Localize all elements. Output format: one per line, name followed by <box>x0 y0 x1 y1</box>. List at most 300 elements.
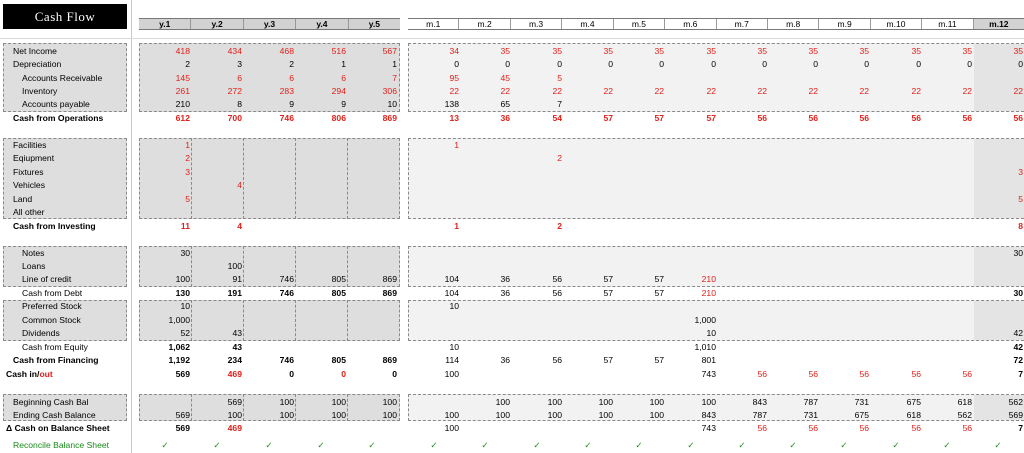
month-cell[interactable]: 0 <box>967 59 972 69</box>
month-header-2: m.2 <box>458 19 509 29</box>
row-label <box>13 152 54 166</box>
month-header-7: m.7 <box>716 19 767 29</box>
month-cell[interactable]: ✓ <box>943 440 951 450</box>
cashflow-row <box>0 220 1024 234</box>
month-cell[interactable]: 35 <box>757 46 767 56</box>
year-cell[interactable]: 612 <box>175 113 190 123</box>
month-cell[interactable]: 57 <box>654 355 664 365</box>
row-label-text: Cash from Debt <box>22 288 83 298</box>
year-cell[interactable]: 43 <box>232 342 242 352</box>
year-cell[interactable]: 516 <box>331 46 346 56</box>
month-cell[interactable]: 56 <box>962 369 972 379</box>
month-cell[interactable]: 8 <box>1018 221 1023 231</box>
month-cell[interactable]: 56 <box>911 423 921 433</box>
cashflow-row <box>0 396 1024 410</box>
year-cell[interactable]: 0 <box>341 369 346 379</box>
cashflow-row <box>0 409 1024 423</box>
month-cell[interactable]: 35 <box>808 46 818 56</box>
month-cell[interactable]: 13 <box>449 113 459 123</box>
month-cell[interactable]: 35 <box>911 46 921 56</box>
month-cell[interactable]: 22 <box>552 86 562 96</box>
row-label-text: Eqiupment <box>13 153 55 163</box>
month-cell[interactable]: 95 <box>449 73 459 83</box>
month-cell[interactable]: 42 <box>1013 328 1023 338</box>
year-cell[interactable]: 805 <box>331 288 346 298</box>
month-cell[interactable]: 100 <box>598 410 613 420</box>
row-label-text: Line of credit <box>22 274 72 284</box>
row-label-text: Accounts Receivable <box>22 73 103 83</box>
cashflow-row <box>0 422 1024 436</box>
year-cell[interactable]: 746 <box>279 113 294 123</box>
year-cell[interactable]: 6 <box>341 73 346 83</box>
month-cell[interactable]: 36 <box>500 355 510 365</box>
year-cell[interactable]: 746 <box>279 274 294 284</box>
cashflow-row <box>0 247 1024 261</box>
month-cell[interactable]: 618 <box>957 397 972 407</box>
year-cell[interactable]: 1 <box>341 59 346 69</box>
month-cell[interactable]: 100 <box>547 410 562 420</box>
year-cell[interactable]: 100 <box>227 261 242 271</box>
month-cell[interactable]: 100 <box>547 397 562 407</box>
year-cell[interactable]: 130 <box>175 288 190 298</box>
month-cell[interactable]: 72 <box>1013 355 1023 365</box>
month-cell[interactable]: 0 <box>454 59 459 69</box>
header-divider <box>0 38 1024 39</box>
year-cell[interactable]: 1,192 <box>168 355 190 365</box>
year-cell[interactable]: 4 <box>237 221 242 231</box>
year-cell[interactable]: 5 <box>185 194 190 204</box>
month-cell[interactable]: 57 <box>603 274 613 284</box>
month-cell[interactable]: ✓ <box>481 440 489 450</box>
row-label-text: Loans <box>22 261 46 271</box>
row-label-text: Inventory <box>22 86 58 96</box>
month-cell[interactable]: 0 <box>813 59 818 69</box>
month-header-11: m.11 <box>921 19 972 29</box>
year-cell[interactable]: 306 <box>382 86 397 96</box>
month-cell[interactable]: 35 <box>552 46 562 56</box>
month-cell[interactable]: 100 <box>444 423 459 433</box>
month-cell[interactable]: 56 <box>808 369 818 379</box>
year-cell[interactable]: 261 <box>175 86 190 96</box>
month-cell[interactable]: 0 <box>762 59 767 69</box>
year-cell[interactable]: 30 <box>180 248 190 258</box>
year-cell[interactable]: 569 <box>175 423 190 433</box>
month-cell[interactable]: ✓ <box>994 440 1002 450</box>
row-label <box>13 179 45 193</box>
row-label <box>13 112 103 126</box>
month-header-row <box>408 18 1024 30</box>
cashflow-row <box>0 85 1024 99</box>
year-cell[interactable]: 145 <box>175 73 190 83</box>
month-cell[interactable]: 56 <box>552 288 562 298</box>
cashflow-row <box>0 260 1024 274</box>
month-cell[interactable]: 100 <box>444 410 459 420</box>
year-cell[interactable]: 569 <box>175 369 190 379</box>
cashflow-row <box>0 193 1024 207</box>
month-cell[interactable]: 56 <box>962 113 972 123</box>
month-cell[interactable]: 22 <box>859 86 869 96</box>
month-cell[interactable]: 56 <box>808 113 818 123</box>
month-header-1: m.1 <box>426 19 441 29</box>
year-cell[interactable]: 567 <box>382 46 397 56</box>
cashflow-row <box>0 98 1024 112</box>
year-header-3: y.3 <box>243 19 295 29</box>
year-cell[interactable]: 191 <box>227 288 242 298</box>
month-cell[interactable]: 100 <box>495 410 510 420</box>
cashflow-row <box>0 45 1024 59</box>
month-cell[interactable]: ✓ <box>635 440 643 450</box>
year-cell[interactable]: 100 <box>175 274 190 284</box>
row-label <box>22 287 82 301</box>
month-cell[interactable]: ✓ <box>584 440 592 450</box>
year-cell[interactable]: 1,000 <box>168 315 190 325</box>
month-cell[interactable]: ✓ <box>687 440 695 450</box>
year-cell[interactable]: 746 <box>279 355 294 365</box>
year-cell[interactable]: 869 <box>382 288 397 298</box>
year-cell[interactable]: 6 <box>289 73 294 83</box>
row-label <box>13 45 57 59</box>
cashflow-row <box>0 112 1024 126</box>
month-cell[interactable]: 618 <box>906 410 921 420</box>
year-header-4: y.4 <box>295 19 347 29</box>
row-label <box>22 341 88 355</box>
year-cell[interactable]: 210 <box>175 99 190 109</box>
row-label-suffix: out <box>39 369 53 379</box>
month-cell[interactable]: ✓ <box>738 440 746 450</box>
month-cell[interactable]: 56 <box>859 369 869 379</box>
month-cell[interactable]: 562 <box>1008 397 1023 407</box>
month-header-5: m.5 <box>613 19 664 29</box>
month-cell[interactable]: ✓ <box>430 440 438 450</box>
month-cell[interactable]: 1 <box>454 140 459 150</box>
month-cell[interactable]: 22 <box>808 86 818 96</box>
row-label-text: Fixtures <box>13 167 44 177</box>
month-cell[interactable]: 731 <box>854 397 869 407</box>
month-cell[interactable]: 35 <box>859 46 869 56</box>
cashflow-row <box>0 327 1024 341</box>
month-cell[interactable]: 34 <box>449 46 459 56</box>
month-cell[interactable]: 104 <box>444 288 459 298</box>
cashflow-row <box>0 139 1024 153</box>
year-cell[interactable]: ✓ <box>213 440 221 450</box>
year-cell[interactable]: 7 <box>392 73 397 83</box>
year-cell[interactable]: 9 <box>341 99 346 109</box>
year-cell[interactable]: ✓ <box>317 440 325 450</box>
row-label-text: Reconcile Balance Sheet <box>13 440 110 450</box>
month-cell[interactable]: 30 <box>1013 288 1023 298</box>
month-cell[interactable]: 0 <box>864 59 869 69</box>
month-cell[interactable]: 35 <box>500 46 510 56</box>
year-cell[interactable]: 2 <box>185 153 190 163</box>
month-cell[interactable]: 0 <box>557 59 562 69</box>
month-cell[interactable]: 7 <box>557 99 562 109</box>
month-cell[interactable]: 10 <box>449 342 459 352</box>
month-cell[interactable]: 787 <box>803 397 818 407</box>
year-cell[interactable]: 91 <box>232 274 242 284</box>
month-cell[interactable]: 35 <box>603 46 613 56</box>
month-cell[interactable]: 0 <box>711 59 716 69</box>
month-cell[interactable]: 1,010 <box>694 342 716 352</box>
month-cell[interactable]: 57 <box>654 274 664 284</box>
month-cell[interactable]: 22 <box>603 86 613 96</box>
year-cell[interactable]: 100 <box>279 397 294 407</box>
row-label-text: Beginning Cash Bal <box>13 397 89 407</box>
row-label <box>22 85 57 99</box>
month-cell[interactable]: 56 <box>911 369 921 379</box>
month-cell[interactable]: 56 <box>962 423 972 433</box>
month-cell[interactable]: 5 <box>1018 194 1023 204</box>
month-cell[interactable]: 3 <box>1018 167 1023 177</box>
month-cell[interactable]: 10 <box>706 328 716 338</box>
month-cell[interactable]: ✓ <box>892 440 900 450</box>
cashflow-row <box>0 72 1024 86</box>
cashflow-row <box>0 166 1024 180</box>
year-cell[interactable]: 746 <box>279 288 294 298</box>
month-cell[interactable]: 56 <box>552 274 562 284</box>
month-cell[interactable]: 56 <box>757 369 767 379</box>
year-cell[interactable]: 468 <box>279 46 294 56</box>
month-cell[interactable]: 35 <box>706 46 716 56</box>
month-cell[interactable]: 22 <box>500 86 510 96</box>
month-cell[interactable]: 57 <box>603 355 613 365</box>
month-cell[interactable]: 675 <box>854 410 869 420</box>
month-cell[interactable]: 100 <box>495 397 510 407</box>
year-cell[interactable]: 2 <box>289 59 294 69</box>
month-cell[interactable]: 210 <box>701 288 716 298</box>
month-cell[interactable]: 5 <box>557 73 562 83</box>
month-cell[interactable]: 56 <box>1013 113 1023 123</box>
year-cell[interactable]: 6 <box>237 73 242 83</box>
row-label <box>22 98 90 112</box>
year-cell[interactable]: 272 <box>227 86 242 96</box>
row-label <box>6 422 110 436</box>
year-cell[interactable]: 418 <box>175 46 190 56</box>
cashflow-row <box>0 439 1024 453</box>
row-label <box>13 354 98 368</box>
month-cell[interactable]: 7 <box>1018 423 1023 433</box>
row-label-text: Cash from Operations <box>13 113 104 123</box>
year-cell[interactable]: 294 <box>331 86 346 96</box>
month-cell[interactable]: 0 <box>916 59 921 69</box>
year-header-1: y.1 <box>159 19 171 29</box>
month-cell[interactable]: 57 <box>654 113 664 123</box>
month-cell[interactable]: 2 <box>557 221 562 231</box>
month-cell[interactable]: 675 <box>906 397 921 407</box>
year-cell[interactable]: 9 <box>289 99 294 109</box>
month-cell[interactable]: 100 <box>598 397 613 407</box>
year-cell[interactable]: 0 <box>392 369 397 379</box>
year-cell[interactable]: 1 <box>185 140 190 150</box>
year-cell[interactable]: 1,062 <box>168 342 190 352</box>
month-cell[interactable]: 56 <box>859 423 869 433</box>
year-cell[interactable]: 100 <box>279 410 294 420</box>
sheet-title: Cash Flow <box>3 4 127 29</box>
month-cell[interactable]: 56 <box>808 423 818 433</box>
year-cell[interactable]: 700 <box>227 113 242 123</box>
year-cell[interactable]: 234 <box>227 355 242 365</box>
month-cell[interactable]: 22 <box>911 86 921 96</box>
month-cell[interactable]: 569 <box>1008 410 1023 420</box>
year-cell[interactable]: 0 <box>289 369 294 379</box>
month-cell[interactable]: 57 <box>603 288 613 298</box>
month-cell[interactable]: 731 <box>803 410 818 420</box>
month-header-8: m.8 <box>767 19 818 29</box>
year-cell[interactable]: 11 <box>180 221 190 231</box>
month-cell[interactable]: ✓ <box>533 440 541 450</box>
row-label-text: Notes <box>22 248 45 258</box>
year-cell[interactable]: ✓ <box>368 440 376 450</box>
month-cell[interactable]: 56 <box>911 113 921 123</box>
month-cell[interactable]: 56 <box>757 113 767 123</box>
month-cell[interactable]: 22 <box>1013 86 1023 96</box>
year-cell[interactable]: 2 <box>185 59 190 69</box>
cashflow-row <box>0 152 1024 166</box>
year-cell[interactable]: 805 <box>331 274 346 284</box>
month-cell[interactable]: 100 <box>649 397 664 407</box>
row-label-text: Net Income <box>13 46 57 56</box>
month-cell[interactable]: 0 <box>608 59 613 69</box>
month-cell[interactable]: 1,000 <box>694 315 716 325</box>
year-cell[interactable]: 10 <box>180 301 190 311</box>
year-cell[interactable]: 3 <box>237 59 242 69</box>
year-cell[interactable]: 806 <box>331 113 346 123</box>
year-cell[interactable]: 100 <box>227 410 242 420</box>
month-cell[interactable]: 45 <box>500 73 510 83</box>
row-label-text: Dividends <box>22 328 60 338</box>
month-cell[interactable]: 57 <box>706 113 716 123</box>
row-label <box>22 273 71 287</box>
year-cell[interactable]: 100 <box>382 397 397 407</box>
year-cell[interactable]: 283 <box>279 86 294 96</box>
year-cell[interactable]: 52 <box>180 328 190 338</box>
month-cell[interactable]: 0 <box>1018 59 1023 69</box>
month-cell[interactable]: 743 <box>701 369 716 379</box>
year-cell[interactable]: 10 <box>387 99 397 109</box>
month-cell[interactable]: 30 <box>1013 248 1023 258</box>
month-cell[interactable]: 843 <box>701 410 716 420</box>
month-cell[interactable]: 10 <box>449 301 459 311</box>
month-header-9: m.9 <box>818 19 869 29</box>
month-cell[interactable]: 35 <box>654 46 664 56</box>
year-cell[interactable]: 100 <box>331 410 346 420</box>
month-header-10: m.10 <box>870 19 921 29</box>
month-cell[interactable]: 100 <box>649 410 664 420</box>
row-label-text: Common Stock <box>22 315 81 325</box>
month-cell[interactable]: 56 <box>552 355 562 365</box>
year-cell[interactable]: 4 <box>237 180 242 190</box>
row-label <box>13 409 96 423</box>
month-cell[interactable]: 843 <box>752 397 767 407</box>
year-cell[interactable]: 469 <box>227 423 242 433</box>
month-cell[interactable]: 562 <box>957 410 972 420</box>
month-cell[interactable]: ✓ <box>789 440 797 450</box>
month-cell[interactable]: 56 <box>859 113 869 123</box>
month-cell[interactable]: 22 <box>962 86 972 96</box>
row-label <box>13 58 61 72</box>
month-cell[interactable]: 0 <box>659 59 664 69</box>
row-label-text: Depreciation <box>13 59 62 69</box>
year-cell[interactable]: 569 <box>175 410 190 420</box>
month-cell[interactable]: 787 <box>752 410 767 420</box>
month-cell[interactable]: 65 <box>500 99 510 109</box>
row-label-text: Preferred Stock <box>22 301 82 311</box>
month-cell[interactable]: 54 <box>552 113 562 123</box>
month-cell[interactable]: 56 <box>757 423 767 433</box>
row-label <box>13 166 44 180</box>
year-cell[interactable]: 100 <box>382 410 397 420</box>
month-header-6: m.6 <box>664 19 715 29</box>
row-label <box>22 247 44 261</box>
month-cell[interactable]: 36 <box>500 274 510 284</box>
month-cell[interactable]: 114 <box>445 355 459 365</box>
year-cell[interactable]: ✓ <box>161 440 169 450</box>
month-cell[interactable]: 100 <box>444 369 459 379</box>
month-cell[interactable]: 801 <box>701 355 716 365</box>
row-label <box>22 260 45 274</box>
month-cell[interactable]: 35 <box>1013 46 1023 56</box>
row-label <box>13 206 45 220</box>
year-cell[interactable]: 1 <box>392 59 397 69</box>
year-cell[interactable]: 8 <box>237 99 242 109</box>
row-label-text: All other <box>13 207 45 217</box>
year-cell[interactable]: 434 <box>227 46 242 56</box>
year-cell[interactable]: 805 <box>331 355 346 365</box>
month-cell[interactable]: 210 <box>701 274 716 284</box>
row-label-text: Accounts payable <box>22 99 90 109</box>
cashflow-row <box>0 314 1024 328</box>
month-cell[interactable]: 1 <box>454 221 459 231</box>
year-cell[interactable]: ✓ <box>265 440 273 450</box>
row-label-text: Cash from Financing <box>13 355 99 365</box>
cashflow-row <box>0 368 1024 382</box>
month-cell[interactable]: 2 <box>557 153 562 163</box>
month-cell[interactable]: 57 <box>603 113 613 123</box>
month-cell[interactable]: 42 <box>1013 342 1023 352</box>
year-cell[interactable]: 43 <box>232 328 242 338</box>
year-cell[interactable]: 869 <box>382 355 397 365</box>
year-cell[interactable]: 469 <box>227 369 242 379</box>
month-cell[interactable]: 0 <box>505 59 510 69</box>
month-cell[interactable]: 36 <box>500 288 510 298</box>
year-cell[interactable]: 3 <box>185 167 190 177</box>
year-cell[interactable]: 869 <box>382 113 397 123</box>
month-cell[interactable]: 22 <box>757 86 767 96</box>
row-label <box>13 396 89 410</box>
month-cell[interactable]: ✓ <box>840 440 848 450</box>
row-label <box>22 72 102 86</box>
month-cell[interactable]: 138 <box>444 99 459 109</box>
row-label <box>13 220 96 234</box>
year-header-row <box>139 18 400 30</box>
month-cell[interactable]: 35 <box>962 46 972 56</box>
month-cell[interactable]: 743 <box>701 423 716 433</box>
year-cell[interactable]: 569 <box>227 397 242 407</box>
month-header-3: m.3 <box>510 19 561 29</box>
month-cell[interactable]: 104 <box>444 274 459 284</box>
year-header-2: y.2 <box>190 19 242 29</box>
month-cell[interactable]: 100 <box>701 397 716 407</box>
month-cell[interactable]: 22 <box>654 86 664 96</box>
year-cell[interactable]: 100 <box>331 397 346 407</box>
month-cell[interactable]: 7 <box>1018 369 1023 379</box>
row-label <box>22 314 81 328</box>
month-cell[interactable]: 36 <box>500 113 510 123</box>
month-cell[interactable]: 22 <box>706 86 716 96</box>
month-cell[interactable]: 22 <box>449 86 459 96</box>
row-label <box>6 368 53 382</box>
year-cell[interactable]: 869 <box>382 274 397 284</box>
month-cell[interactable]: 57 <box>654 288 664 298</box>
